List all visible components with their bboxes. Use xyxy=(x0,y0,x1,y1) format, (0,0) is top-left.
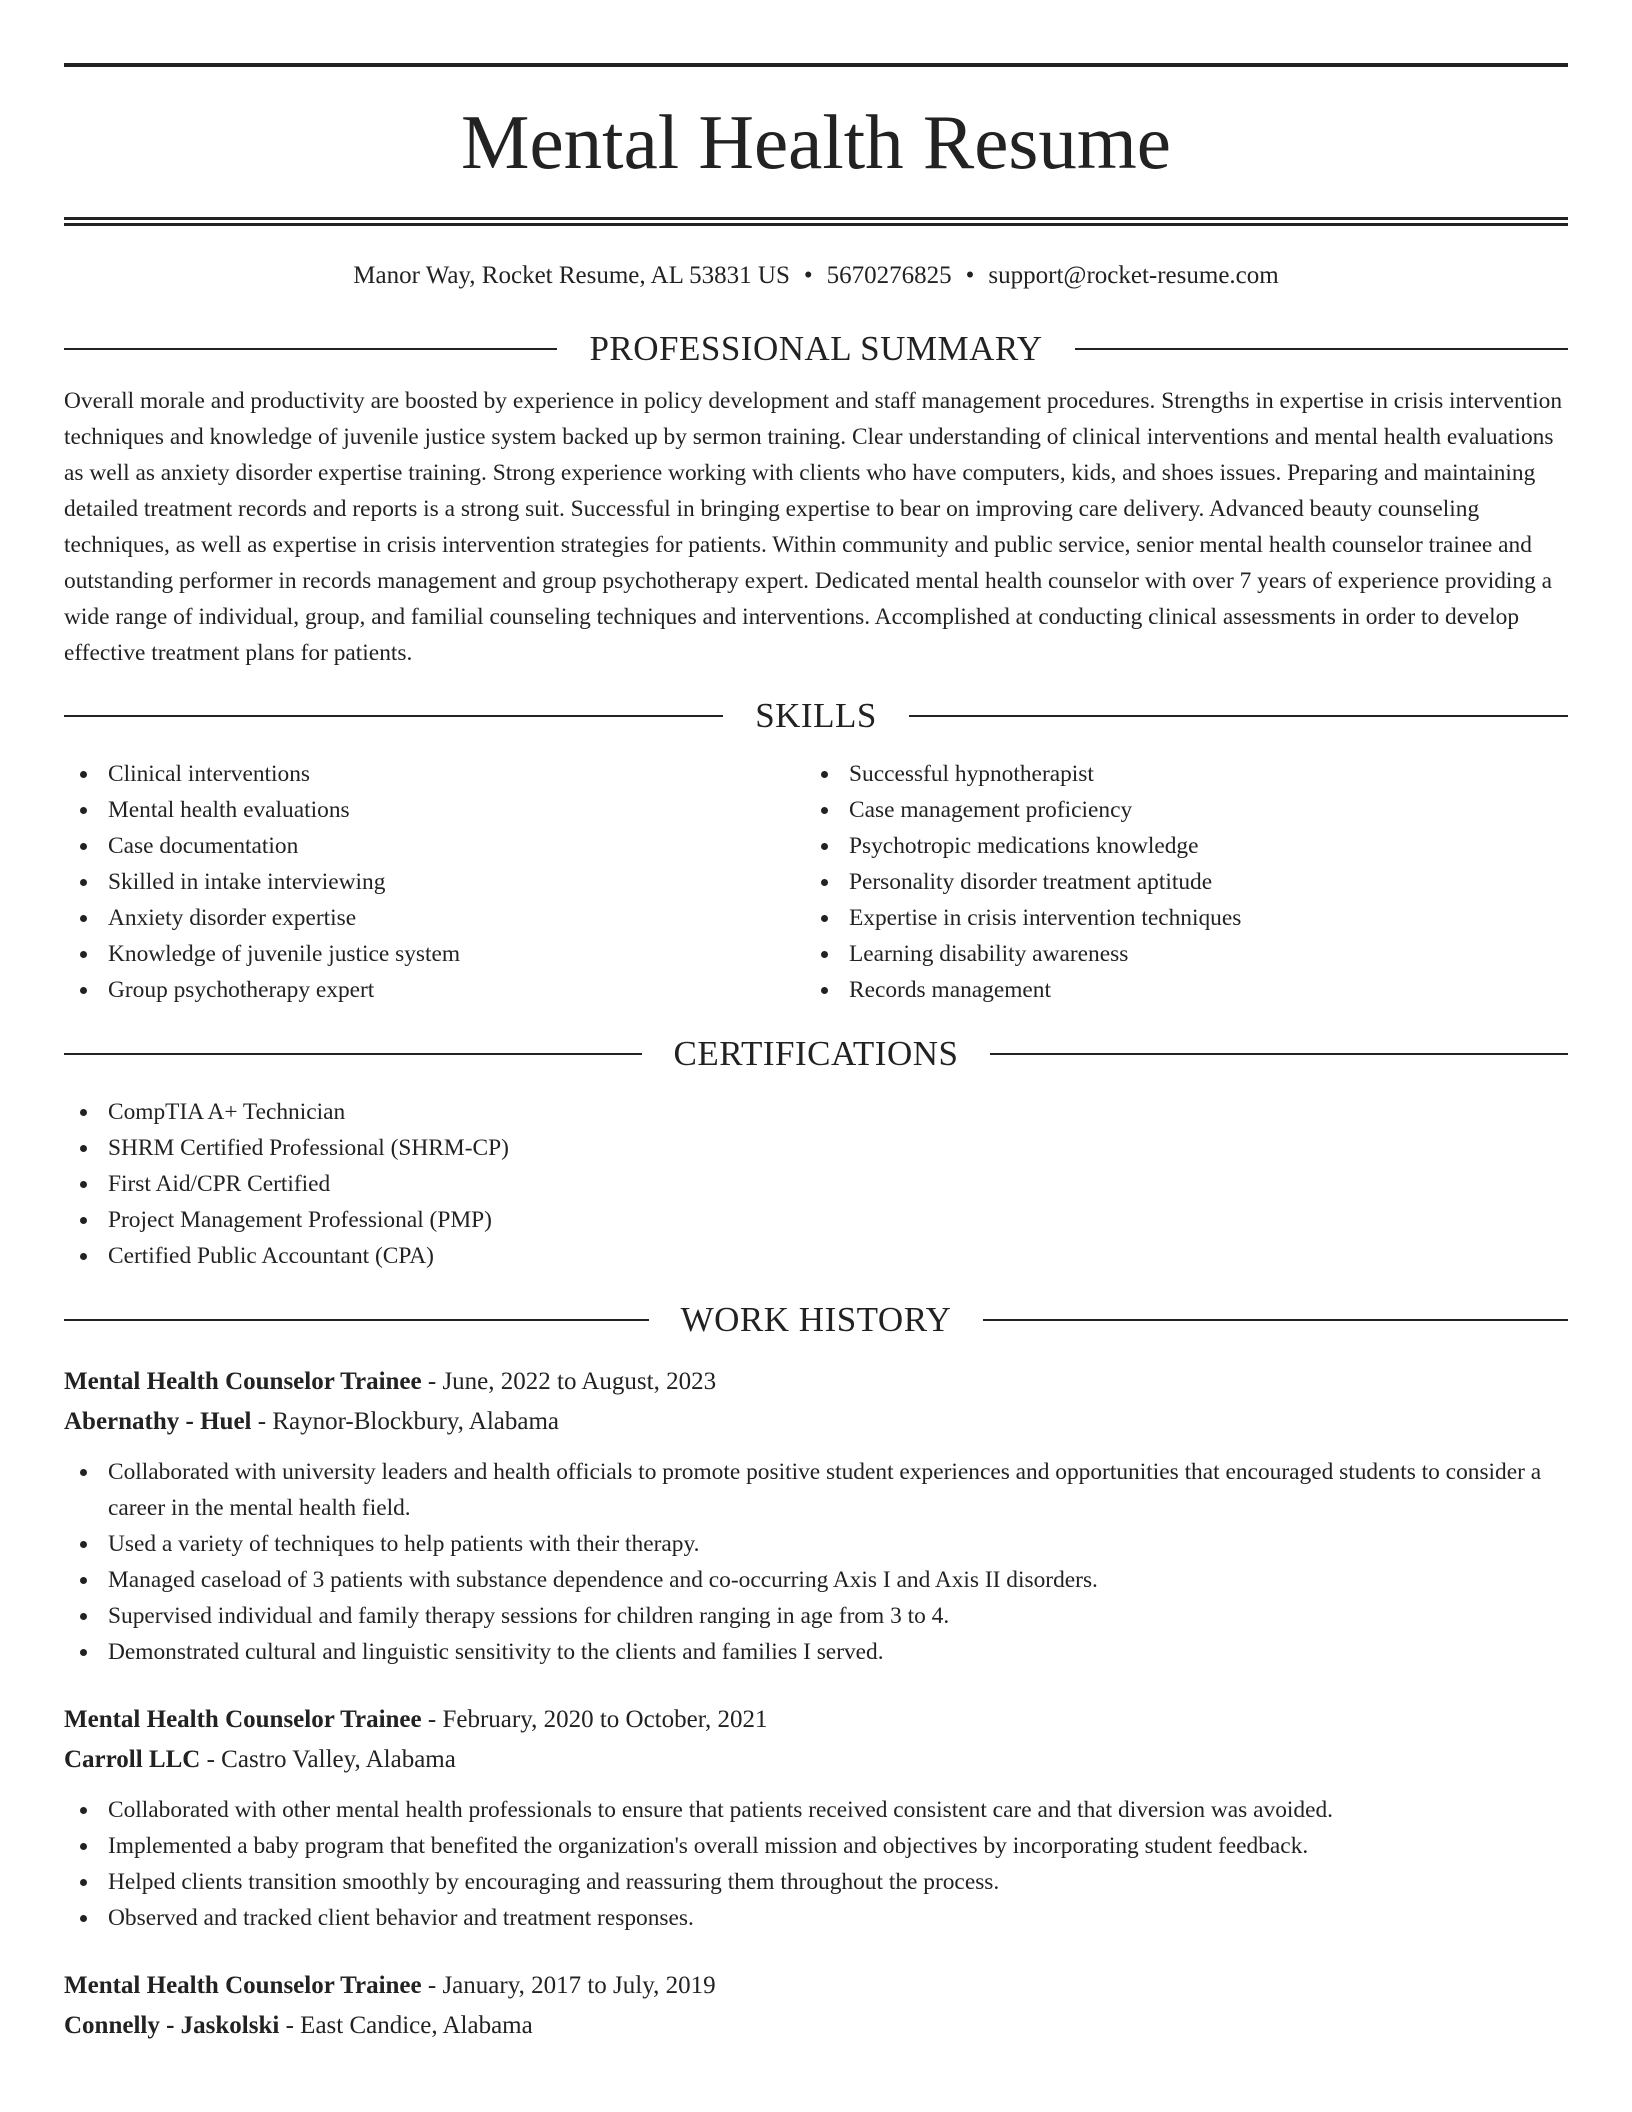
contact-separator: • xyxy=(965,262,975,289)
section-title: WORK HISTORY xyxy=(680,1300,952,1340)
job-entry xyxy=(64,1362,1568,1670)
job-bullet: Supervised individual and family therapy sessions for children ranging in age from 3 to 4. xyxy=(64,1598,1568,1634)
job-company: Carroll LLC xyxy=(64,1746,201,1774)
skill-item: Case documentation xyxy=(64,828,805,864)
job-title: Mental Health Counselor Trainee xyxy=(64,1368,422,1396)
skill-item: Knowledge of juvenile justice system xyxy=(64,936,805,972)
job-title-line xyxy=(64,1700,1568,1740)
resume-title: Mental Health Resume xyxy=(461,99,1171,185)
section-heading-certifications xyxy=(64,1032,1568,1076)
job-title: Mental Health Counselor Trainee xyxy=(64,1706,422,1734)
skill-item: Learning disability awareness xyxy=(805,936,1546,972)
heading-rule xyxy=(64,715,723,717)
skill-item: Psychotropic medications knowledge xyxy=(805,828,1546,864)
job-title-line xyxy=(64,1966,1568,2006)
skill-item: Clinical interventions xyxy=(64,756,805,792)
heading-rule xyxy=(983,1319,1568,1321)
certification-item: First Aid/CPR Certified xyxy=(64,1166,1568,1202)
job-bullet: Implemented a baby program that benefited the organization's overall mission and objectives by incorporating student feedback. xyxy=(64,1828,1568,1864)
section-title: SKILLS xyxy=(755,696,877,736)
job-entry xyxy=(64,1700,1568,1936)
certification-item: CompTIA A+ Technician xyxy=(64,1094,1568,1130)
certification-item: SHRM Certified Professional (SHRM-CP) xyxy=(64,1130,1568,1166)
job-bullet: Helped clients transition smoothly by encouraging and reassuring them throughout the process. xyxy=(64,1864,1568,1900)
job-dates: - January, 2017 to July, 2019 xyxy=(421,1972,716,2000)
job-bullet: Collaborated with other mental health professionals to ensure that patients received consistent care and that diversion was avoided. xyxy=(64,1792,1568,1828)
job-location: - Raynor-Blockbury, Alabama xyxy=(251,1408,560,1436)
job-company: Abernathy - Huel xyxy=(64,1408,252,1436)
heading-rule xyxy=(64,1319,649,1321)
heading-rule xyxy=(1075,348,1568,350)
job-bullets xyxy=(64,1454,1568,1670)
skill-item: Case management proficiency xyxy=(805,792,1546,828)
contact-line xyxy=(64,261,1568,291)
contact-phone: 5670276825 xyxy=(826,262,952,289)
skills-list-left xyxy=(64,756,805,1008)
job-company-line xyxy=(64,1402,1568,1442)
skill-item: Personality disorder treatment aptitude xyxy=(805,864,1546,900)
skills-list-right xyxy=(805,756,1546,1008)
job-bullet: Collaborated with university leaders and health officials to promote positive student experiences and opportunities that encouraged students to consider a career in the mental health field. xyxy=(64,1454,1568,1526)
section-title: PROFESSIONAL SUMMARY xyxy=(589,329,1043,368)
skill-item: Skilled in intake interviewing xyxy=(64,864,805,900)
contact-email: support@rocket-resume.com xyxy=(988,262,1279,289)
job-bullet: Observed and tracked client behavior and treatment responses. xyxy=(64,1900,1568,1936)
job-dates: - February, 2020 to October, 2021 xyxy=(421,1706,768,1734)
job-location: - East Candice, Alabama xyxy=(279,2012,533,2040)
job-bullet: Used a variety of techniques to help patients with their therapy. xyxy=(64,1526,1568,1562)
certification-item: Project Management Professional (PMP) xyxy=(64,1202,1568,1238)
job-bullet: Demonstrated cultural and linguistic sensitivity to the clients and families I served. xyxy=(64,1634,1568,1670)
heading-rule xyxy=(990,1053,1568,1055)
section-title: CERTIFICATIONS xyxy=(673,1034,959,1074)
section-heading-work-history xyxy=(64,1298,1568,1342)
skill-item: Mental health evaluations xyxy=(64,792,805,828)
job-entry xyxy=(64,1966,1568,2046)
resume-page xyxy=(64,0,1568,2046)
heading-rule xyxy=(909,715,1568,717)
job-company-line xyxy=(64,2006,1568,2046)
certifications-list xyxy=(64,1094,1568,1274)
title-double-rule xyxy=(64,217,1568,226)
job-title: Mental Health Counselor Trainee xyxy=(64,1972,422,2000)
skill-item: Group psychotherapy expert xyxy=(64,972,805,1008)
job-dates: - June, 2022 to August, 2023 xyxy=(421,1368,717,1396)
job-company-line xyxy=(64,1740,1568,1780)
contact-separator: • xyxy=(803,262,813,289)
section-heading-skills xyxy=(64,694,1568,738)
certification-item: Certified Public Accountant (CPA) xyxy=(64,1238,1568,1274)
heading-rule xyxy=(64,348,557,350)
skill-item: Successful hypnotherapist xyxy=(805,756,1546,792)
summary-text: Overall morale and productivity are boosted by experience in policy development and staff management procedures. Strengths in expertise in crisis intervention techniques and knowledge of juvenile justice system backed up by sermon training. Clear understanding of clinical interventions and mental health evaluations as well as anxiety disorder expertise training. Strong experience working with clients who have computers, kids, and shoes issues. Preparing and maintaining detailed treatment records and reports is a strong suit. Successful in bringing expertise to bear on improving care delivery. Advanced beauty counseling techniques, as well as expertise in crisis intervention strategies for patients. Within community and public service, senior mental health counselor trainee and outstanding performer in records management and group psychotherapy expert. Dedicated mental health counselor with over 7 years of experience providing a wide range of individual, group, and familial counseling techniques and interventions. Accomplished at conducting clinical assessments in order to develop effective treatment plans for patients. xyxy=(64,388,1563,666)
skill-item: Anxiety disorder expertise xyxy=(64,900,805,936)
skills-grid xyxy=(64,756,1568,1008)
job-title-line xyxy=(64,1362,1568,1402)
job-location: - Castro Valley, Alabama xyxy=(200,1746,456,1774)
skill-item: Expertise in crisis intervention techniques xyxy=(805,900,1546,936)
contact-address: Manor Way, Rocket Resume, AL 53831 US xyxy=(353,262,790,289)
job-bullet: Managed caseload of 3 patients with substance dependence and co-occurring Axis I and Axis II disorders. xyxy=(64,1562,1568,1598)
section-heading-summary xyxy=(64,327,1568,371)
job-company: Connelly - Jaskolski xyxy=(64,2012,280,2040)
skill-item: Records management xyxy=(805,972,1546,1008)
job-bullets xyxy=(64,1792,1568,1936)
heading-rule xyxy=(64,1053,642,1055)
top-rule xyxy=(64,63,1568,67)
